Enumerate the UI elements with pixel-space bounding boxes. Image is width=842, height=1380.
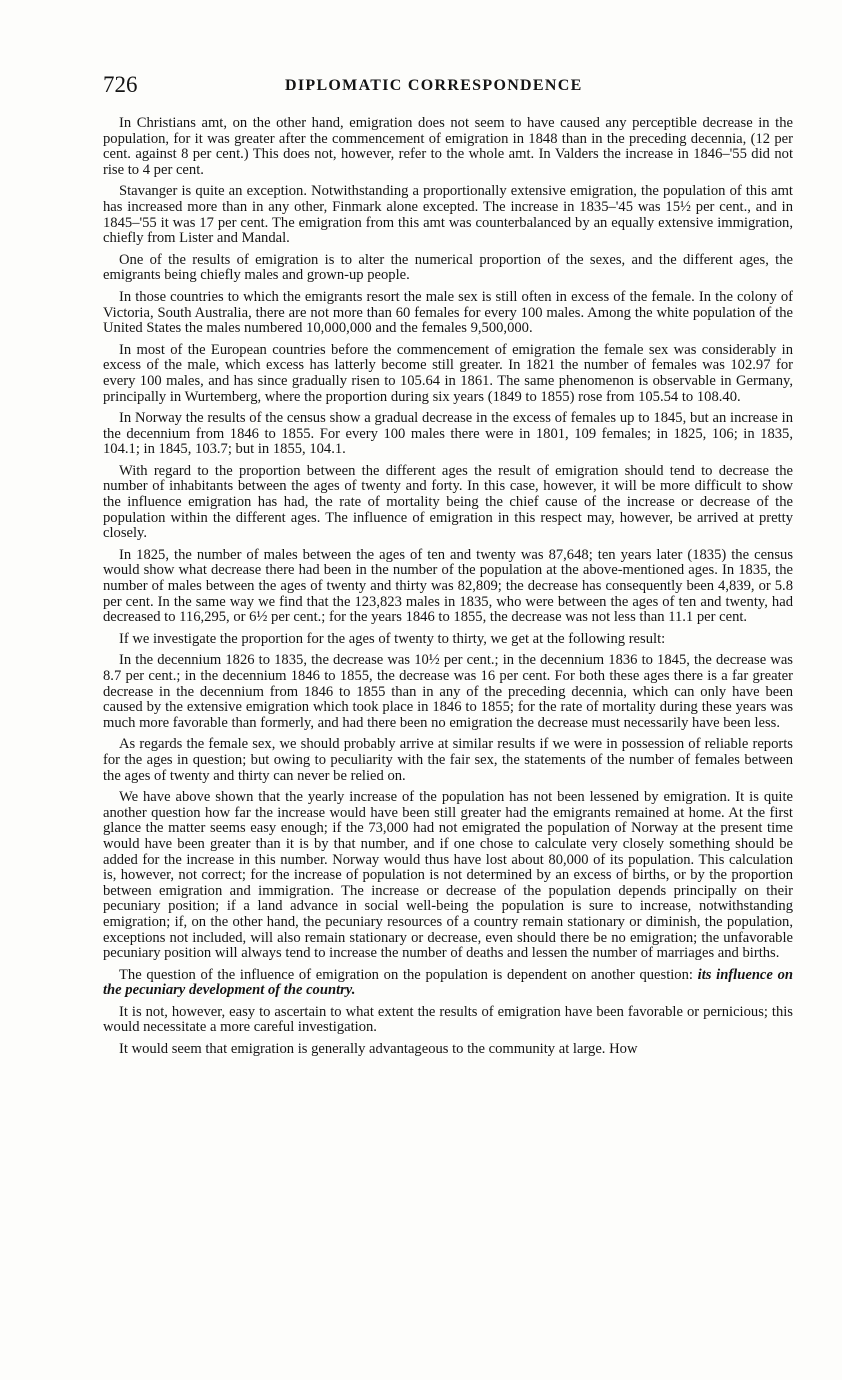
paragraph-influence: [103, 968, 793, 999]
paragraph: We have above shown that the yearly increase of the population has not been lessened by emigration. It is quite another question how far the increase would have been still greater had the emigrants remained at home. At the first glance the matter seems easy enough; if the 73,000 had not emigrated the population of Norway at the present time would have been greater than it is by that number, and if one chose to calculate very closely something should be added for the increase in this number. Norway would thus have lost about 80,000 of its population. This calculation is, however, not correct; for the increase of population is not determined by an excess of births, or by the proportion between emigration and immigration. The increase or decrease of the population depends principally on their pecuniary position; if a land advance in social well-being the population is sure to increase, notwithstanding emigration; if, on the other hand, the pecuniary resources of a country remain stationary or diminish, the population, exceptions not included, will also remain stationary or decrease, even should there be no emigration; the unfavorable pecuniary position will always tend to increase the number of deaths and lessen the number of marriages and births.: [103, 789, 793, 962]
paragraph-text: The question of the influence of emigration on the population is dependent on another question:: [119, 966, 698, 983]
paragraph: In those countries to which the emigrants resort the male sex is still often in excess of the female. In the colony of Victoria, South Australia, there are not more than 60 females for every 100 males. Among the white population of the United States the males numbered 10,000,000 and the females 9,500,000.: [103, 288, 793, 337]
paragraph: In 1825, the number of males between the ages of ten and twenty was 87,648; ten years later (1835) the census would show what decrease there had been in the number of the population at the above-mentioned ages. In 1835, the number of males between the ages of twenty and thirty was 82,809; the decrease has consequently been 4,839, or 5.8 per cent. In the same way we find that the 123,823 males in 1835, who were between the ages of ten and twenty, had decreased to 116,295, or 6½ per cent.; for the years 1846 to 1855, the decrease was not less than 11.1 per cent.: [103, 546, 793, 626]
paragraph: As regards the female sex, we should probably arrive at similar results if we were in possession of reliable reports for the ages in question; but owing to peculiarity with the fair sex, the statements of the number of females between the ages of twenty and thirty can never be relied on.: [103, 736, 793, 784]
paragraph: In Christians amt, on the other hand, emigration does not seem to have caused any perceptible decrease in the population, for it was greater after the commencement of emigration in 1848 than in the preceding decennia, (12 per cent. against 8 per cent.) This does not, however, refer to the whole amt. In Valders the increase in 1846–'55 did not rise to 4 per cent.: [103, 115, 793, 178]
page-number: 726: [103, 72, 138, 97]
paragraph: In Norway the results of the census show a gradual decrease in the excess of females up to 1845, but an increase in the decennium from 1846 to 1855. For every 100 males there were in 1801, 109 females; in 1825, 106; in 1835, 104.1; in 1845, 103.7; but in 1855, 104.1.: [103, 410, 793, 458]
paragraph: In the decennium 1826 to 1835, the decrease was 10½ per cent.; in the decennium 1836 to 1845, the decrease was 8.7 per cent.; in the decennium 1846 to 1855, the decrease was 16 per cent. For both these ages there is a far greater decrease in the decennium from 1846 to 1855 than in any of the preceding decennia, which can only have been caused by the extensive emigration which took place in 1846 to 1855; for the rate of mortality during these years was much more favorable than formerly, and had there been no emigration the decrease must necessarily have been less.: [103, 652, 793, 731]
emphasized-phrase: its influence on the pecuniary development of the country.: [103, 966, 794, 999]
paragraph: In most of the European countries before the commencement of emigration the female sex was considerably in excess of the male, which excess has latterly become still greater. In 1821 the number of females was 102.97 for every 100 males, and has since gradually risen to 105.64 in 1861. The same phenomenon is observable in Germany, principally in Wurtemberg, where the proportion during six years (1849 to 1855) rose from 105.54 to 108.40.: [103, 341, 793, 405]
paragraph: If we investigate the proportion for the ages of twenty to thirty, we get at the following result:: [119, 630, 666, 647]
paragraph: With regard to the proportion between the different ages the result of emigration should tend to decrease the number of inhabitants between the ages of twenty and forty. In this case, however, it will be more difficult to show the influence emigration has had, the rate of mortality being the chief cause of the increase or decrease of the population within the different ages. The influence of emigration in this respect may, however, be arrived at pretty closely.: [103, 462, 793, 542]
page-header: [103, 70, 793, 102]
running-title: DIPLOMATIC CORRESPONDENCE: [285, 77, 583, 94]
paragraph: It is not, however, easy to ascertain to what extent the results of emigration have been favorable or pernicious; this would necessitate a more careful investigation.: [103, 1003, 793, 1036]
page-body: [103, 116, 793, 1064]
paragraph: It would seem that emigration is generally advantageous to the community at large. How: [119, 1041, 638, 1058]
paragraph: One of the results of emigration is to alter the numerical proportion of the sexes, and the different ages, the emigrants being chiefly males and grown-up people.: [103, 251, 793, 284]
paragraph: Stavanger is quite an exception. Notwithstanding a proportionally extensive emigration, the population of this amt has increased more than in any other, Finmark alone excepted. The increase in 1835–'45 was 15½ per cent., and in 1845–'55 it was 17 per cent. The emigration from this amt was counterbalanced by an equally extensive immigration, chiefly from Lister and Mandal.: [103, 183, 793, 247]
